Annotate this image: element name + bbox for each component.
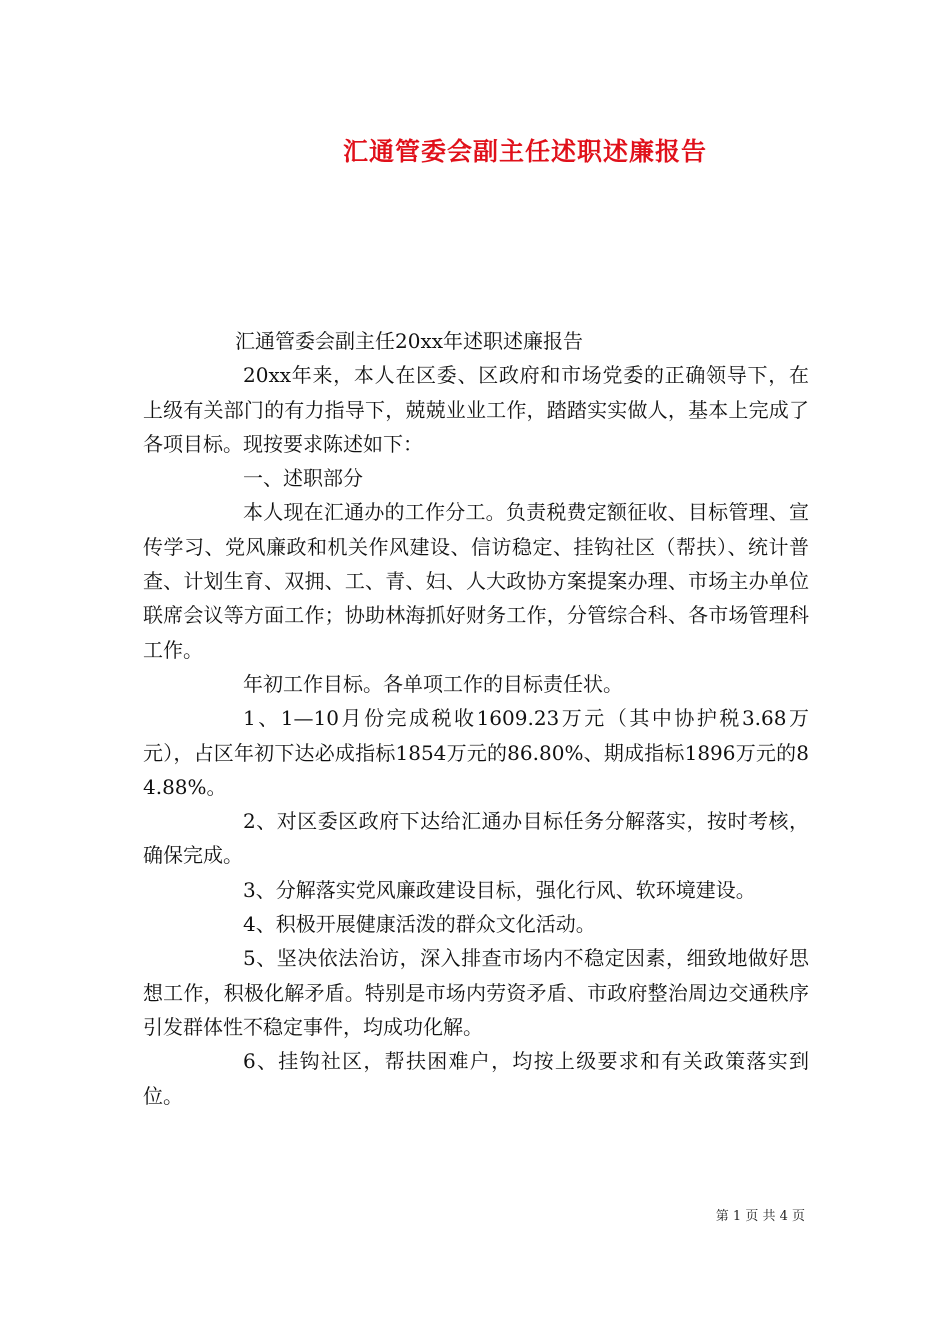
list-item: 5、坚决依法治访，深入排查市场内不稳定因素，细致地做好思想工作，积极化解矛盾。特别是市场内劳资矛盾、市政府整治周边交通秩序引发群体性不稳定事件，均成功化解。 xyxy=(143,946,809,1039)
document-subtitle: 汇通管委会副主任20xx年述职述廉报告 xyxy=(235,329,584,353)
list-item: 6、挂钩社区，帮扶困难户，均按上级要求和有关政策落实到位。 xyxy=(143,1049,809,1108)
document-body xyxy=(143,324,809,1113)
paragraph-division-of-work: 本人现在汇通办的工作分工。负责税费定额征收、目标管理、宣传学习、党风廉政和机关作风建设、信访稳定、挂钩社区（帮扶）、统计普查、计划生育、双拥、工、青、妇、人大政协方案提案办理、市场主办单位联席会议等方面工作；协助林海抓好财务工作，分管综合科、各市场管理科工作。 xyxy=(143,500,809,662)
section-heading: 一、述职部分 xyxy=(243,466,363,491)
page-number: 第 1 页 共 4 页 xyxy=(715,1209,805,1224)
document-title: 汇通管委会副主任述职述廉报告 xyxy=(342,137,707,166)
list-item: 3、分解落实党风廉政建设目标，强化行风、软环境建设。 xyxy=(243,877,756,902)
list-item: 1、1—10月份完成税收1609.23万元（其中协护税3.68万元），占区年初下达必成指标1854万元的86.80%、期成指标1896万元的84.88%。 xyxy=(143,706,809,799)
paragraph-intro: 20xx年来，本人在区委、区政府和市场党委的正确领导下，在上级有关部门的有力指导下，兢兢业业工作，踏踏实实做人，基本上完成了各项目标。现按要求陈述如下： xyxy=(143,363,809,456)
paragraph-annual-goals: 年初工作目标。各单项工作的目标责任状。 xyxy=(243,671,623,696)
list-item: 2、对区委区政府下达给汇通办目标任务分解落实，按时考核，确保完成。 xyxy=(143,809,809,868)
list-item: 4、积极开展健康活泼的群众文化活动。 xyxy=(243,912,596,937)
